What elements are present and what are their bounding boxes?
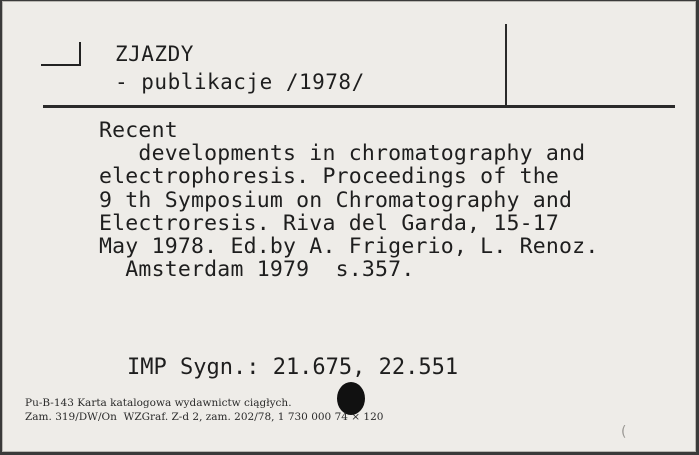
paper-speck: (	[621, 424, 627, 440]
corner-mark	[41, 42, 83, 66]
entry-line: 9 th Symposium on Chromatography and	[99, 187, 573, 213]
corner-mark-vertical	[79, 42, 81, 66]
vertical-divider	[505, 24, 507, 106]
footer-line-1: Pu-B-143 Karta katalogowa wydawnictw ciągłych.	[25, 397, 292, 409]
footer-line-2: Zam. 319/DW/On WZGraf. Z-d 2, zam. 202/78, 1 730 000 74 × 120	[25, 411, 384, 423]
entry-line: Electroresis. Riva del Garda, 15-17	[99, 210, 560, 236]
entry-line: May 1978. Ed.by A. Frigerio, L. Renoz.	[99, 234, 599, 260]
entry-line: developments in chromatography and	[99, 141, 586, 167]
entry-line: Amsterdam 1979 s.357.	[99, 257, 415, 283]
catalog-card	[2, 1, 696, 452]
corner-mark-horizontal	[41, 64, 81, 66]
entry-line: electrophoresis. Proceedings of the	[99, 164, 560, 190]
card-heading	[115, 40, 365, 96]
heading-line-2: - publikacje /1978/	[115, 70, 365, 94]
horizontal-divider	[43, 105, 675, 108]
entry-line: Recent	[99, 118, 178, 143]
card-footer	[25, 396, 383, 424]
heading-line-1: ZJAZDY	[115, 42, 194, 66]
shelfmark: IMP Sygn.: 21.675, 22.551	[127, 355, 459, 380]
bibliographic-entry	[99, 119, 598, 281]
